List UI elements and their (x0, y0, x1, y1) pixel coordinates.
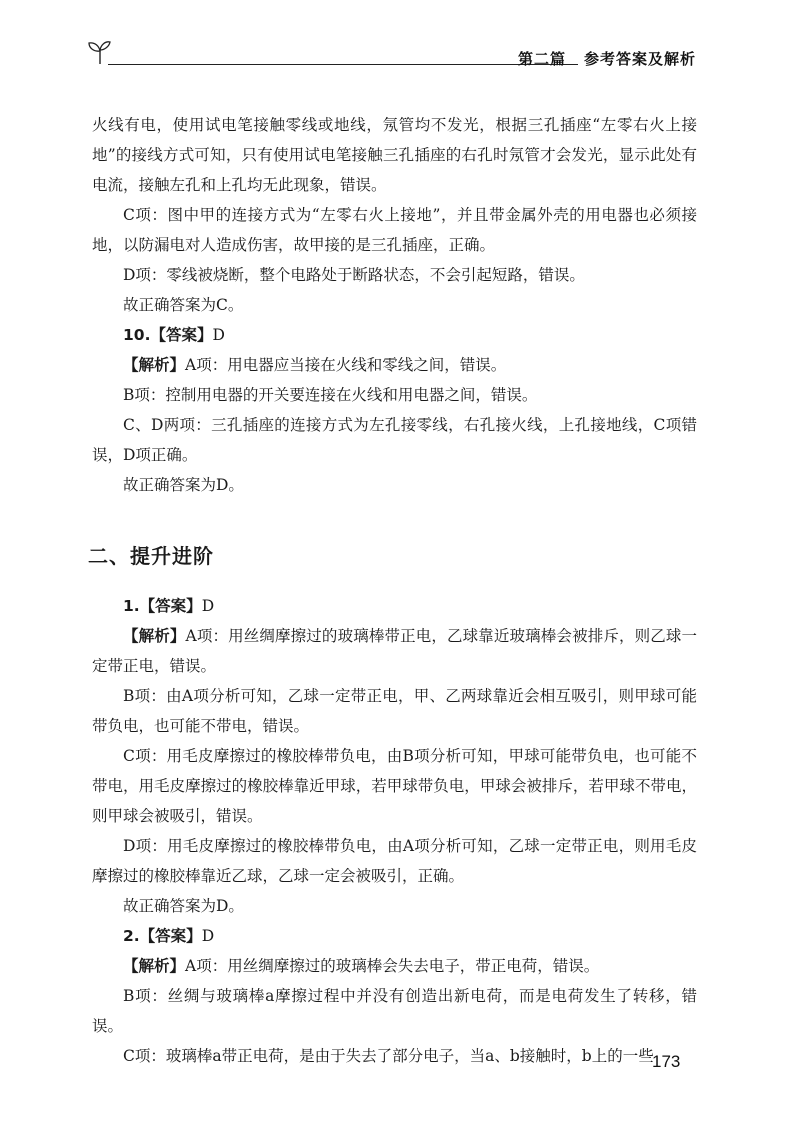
page-number: 173 (652, 1052, 681, 1071)
paragraph (92, 470, 697, 500)
paragraph-text: D (212, 326, 225, 344)
paragraph-text: A项：用丝绸摩擦过的玻璃棒会失去电子，带正电荷，错误。 (185, 957, 600, 975)
paragraph-text: C、D两项：三孔插座的连接方式为左孔接零线，右孔接火线，上孔接地线，C项错误，D项正确。 (92, 416, 697, 464)
paragraph-text: C项：玻璃棒a带正电荷，是由于失去了部分电子，当a、b接触时，b上的一些 (123, 1047, 654, 1065)
paragraph-text: 火线有电，使用试电笔接触零线或地线，氖管均不发光，根据三孔插座“左零右火上接地”的接线方式可知，只有使用试电笔接触三孔插座的右孔时氖管才会发光，显示此处有电流，接触左孔和上孔均无此现象，错误。 (92, 116, 697, 194)
page-body (88, 110, 697, 1071)
paragraph-text: D (201, 927, 215, 945)
paragraph-text: A项：用电器应当接在火线和零线之间，错误。 (185, 356, 507, 374)
paragraph (92, 741, 697, 831)
header-part: 第二篇 (517, 50, 566, 68)
paragraph (92, 891, 697, 921)
section-heading: 二、提升进阶 (88, 544, 214, 568)
paragraph-text: C项：图中甲的连接方式为“左零右火上接地”，并且带金属外壳的用电器也必须接地，以防漏电对人造成伤害，故甲接的是三孔插座，正确。 (92, 206, 697, 254)
paragraph-text: 故正确答案为D。 (123, 897, 244, 915)
paragraph-text: C项：用毛皮摩擦过的橡胶棒带负电，由B项分析可知，甲球可能带负电，也可能不带电，用毛皮摩擦过的橡胶棒靠近甲球，若甲球带负电，甲球会被排斥，若甲球不带电，则甲球会被吸引，错误。 (92, 747, 697, 825)
paragraph (92, 921, 697, 951)
paragraph (92, 621, 697, 681)
paragraph (92, 1041, 697, 1071)
paragraph (92, 591, 697, 621)
paragraph-text: A项：用丝绸摩擦过的玻璃棒带正电，乙球靠近玻璃棒会被排斥，则乙球一定带正电，错误。 (92, 627, 697, 675)
paragraph (92, 831, 697, 891)
paragraph (92, 681, 697, 741)
paragraph (92, 410, 697, 470)
paragraph (92, 981, 697, 1041)
paragraph-text: B项：丝绸与玻璃棒a摩擦过程中并没有创造出新电荷，而是电荷发生了转移，错误。 (92, 987, 697, 1035)
paragraph (92, 110, 697, 200)
paragraph-text: D项：零线被烧断，整个电路处于断路状态，不会引起短路，错误。 (123, 266, 585, 284)
sprout-icon (86, 38, 114, 66)
header-title (518, 48, 696, 69)
answer-tag: 10.【答案】 (123, 326, 213, 344)
paragraph-text: D (201, 597, 215, 615)
paragraph (92, 290, 697, 320)
answer-tag: 【解析】 (123, 957, 186, 975)
answer-tag: 1.【答案】 (123, 597, 202, 615)
paragraph (92, 380, 697, 410)
paragraph-text: B项：由A项分析可知，乙球一定带正电，甲、乙两球靠近会相互吸引，则甲球可能带负电，也可能不带电，错误。 (92, 687, 697, 735)
paragraph-text: 故正确答案为C。 (123, 296, 244, 314)
header-rule (108, 64, 578, 65)
paragraph-text: D项：用毛皮摩擦过的橡胶棒带负电，由A项分析可知，乙球一定带正电，则用毛皮摩擦过的橡胶棒靠近乙球，乙球一定会被吸引，正确。 (92, 837, 697, 885)
paragraph-text: B项：控制用电器的开关要连接在火线和用电器之间，错误。 (123, 386, 538, 404)
answer-tag: 【解析】 (123, 627, 186, 645)
paragraph (92, 320, 697, 350)
paragraph (92, 200, 697, 260)
paragraph (92, 951, 697, 981)
paragraph (92, 260, 697, 290)
answer-tag: 【解析】 (123, 356, 186, 374)
header-section: 参考答案及解析 (583, 50, 696, 68)
paragraph-text: 故正确答案为D。 (123, 476, 244, 494)
paragraph (92, 350, 697, 380)
answer-tag: 2.【答案】 (123, 927, 202, 945)
running-header (86, 38, 698, 70)
